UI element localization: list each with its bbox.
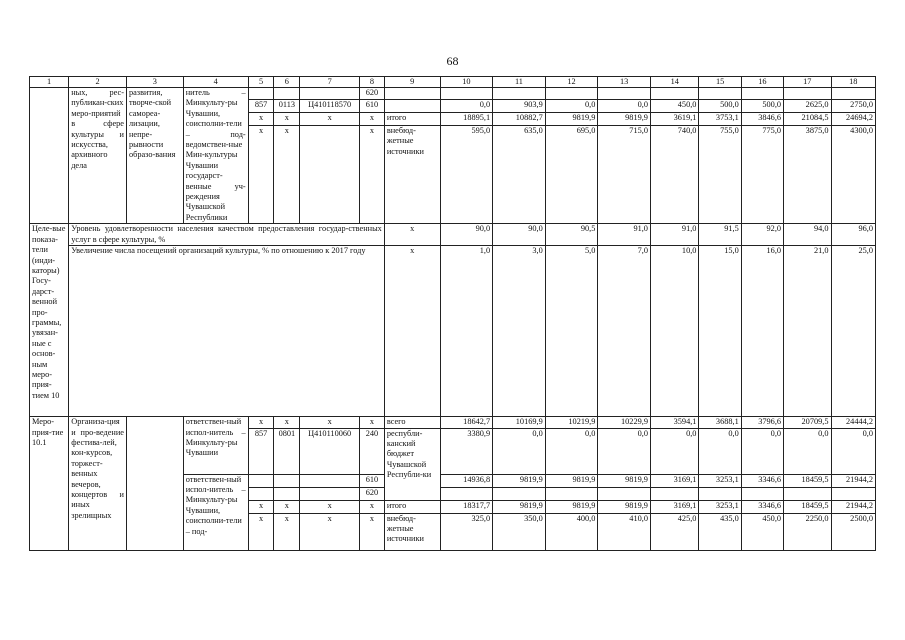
value-cell [831,88,876,100]
value-cell: 3169,1 [650,474,698,487]
expense-type-code: x [360,500,385,513]
value-cell: 715,0 [598,125,651,223]
value-cell [699,88,741,100]
column-number: 15 [699,77,741,88]
grbs-code: 857 [248,99,274,112]
value-cell: 595,0 [440,125,493,223]
value-cell: 400,0 [545,513,598,550]
grbs-code: x [248,500,274,513]
section-code: x [274,112,300,125]
column-number: 3 [126,77,183,88]
funding-source: внебюд-жетные источники [384,125,440,223]
column-number: 16 [741,77,783,88]
value-cell: 755,0 [699,125,741,223]
value-cell: 695,0 [545,125,598,223]
value-cell: 9819,9 [598,500,651,513]
indicator-text: Уровень удовлетворенности населения качеством предоставления государ-ственных услуг в сфере культуры, % [69,224,385,246]
target-article-code [300,125,360,223]
value-cell: 92,0 [741,224,783,246]
column-number: 5 [248,77,274,88]
grbs-code: x [248,417,274,428]
column-number: 14 [650,77,698,88]
target-article-code: x [300,500,360,513]
value-cell: 0,0 [440,99,493,112]
value-cell: 2500,0 [831,513,876,550]
value-cell [545,88,598,100]
column-number: 10 [440,77,493,88]
value-cell: 3253,1 [699,474,741,487]
section-code: 0801 [274,428,300,474]
funding-source [384,99,440,112]
column-number: 2 [69,77,127,88]
column-number: 6 [274,77,300,88]
indicator-x: x [384,246,440,417]
expense-type-code: 620 [360,487,385,500]
expense-type-code: 610 [360,99,385,112]
value-cell: 3,0 [493,246,546,417]
target-article-code [300,487,360,500]
value-cell: 3875,0 [784,125,831,223]
value-cell: 10882,7 [493,112,546,125]
value-cell: 24694,2 [831,112,876,125]
target-article-code [300,474,360,487]
value-cell: 7,0 [598,246,651,417]
value-cell: 90,0 [440,224,493,246]
grbs-code [248,474,274,487]
expense-type-code: x [360,112,385,125]
value-cell: 0,0 [650,428,698,474]
value-cell [741,88,783,100]
value-cell: 775,0 [741,125,783,223]
value-cell: 18459,5 [784,500,831,513]
section-code [274,487,300,500]
value-cell [784,487,831,500]
value-cell: 0,0 [699,428,741,474]
executor-cell: нитель – Минкульту-ры Чувашии, соисполни-тели – под-ведомствен-ные Мин-культуры Чувашии государст-венные уч-реждения Чувашской Республики [183,88,248,224]
value-cell [784,88,831,100]
value-cell: 25,0 [831,246,876,417]
value-cell: 90,5 [545,224,598,246]
value-cell [545,487,598,500]
target-article-code: x [300,112,360,125]
target-article-code: Ц410110060 [300,428,360,474]
value-cell: 10229,9 [598,417,651,428]
value-cell: 9819,9 [545,112,598,125]
funding-source: итого [384,500,440,513]
value-cell: 3846,6 [741,112,783,125]
value-cell: 14936,8 [440,474,493,487]
value-cell: 21944,2 [831,500,876,513]
event-name-cell: Организа-ция и про-ведение фестива-лей, кон-курсов, торжест-венных вечеров, концертов и иных зрелищных [69,417,127,550]
value-cell: 20709,5 [784,417,831,428]
section-code: x [274,500,300,513]
value-cell: 16,0 [741,246,783,417]
value-cell: 2750,0 [831,99,876,112]
value-cell: 18459,5 [784,474,831,487]
grbs-code: 857 [248,428,274,474]
section-code: 0113 [274,99,300,112]
value-cell: 0,0 [545,428,598,474]
value-cell: 3688,1 [699,417,741,428]
value-cell: 10219,9 [545,417,598,428]
value-cell: 3594,1 [650,417,698,428]
value-cell: 91,0 [650,224,698,246]
funding-source [384,88,440,100]
section-code [274,88,300,100]
value-cell: 21,0 [784,246,831,417]
funding-source: итого [384,112,440,125]
grbs-code: x [248,125,274,223]
value-cell: 3346,6 [741,500,783,513]
value-cell: 21944,2 [831,474,876,487]
value-cell: 21084,5 [784,112,831,125]
value-cell: 0,0 [741,428,783,474]
value-cell: 3753,1 [699,112,741,125]
value-cell: 425,0 [650,513,698,550]
column-number: 7 [300,77,360,88]
value-cell [440,88,493,100]
indicator-row [30,246,876,417]
column-number: 12 [545,77,598,88]
value-cell: 3346,6 [741,474,783,487]
indicators-label: Целе-вые показа-тели (инди-каторы) Госу-дарст-венной про-граммы, увязан-ные с основ-ным меро-прия-тием 10 [30,224,69,417]
value-cell: 500,0 [699,99,741,112]
value-cell: 9819,9 [493,474,546,487]
value-cell: 2250,0 [784,513,831,550]
value-cell [493,88,546,100]
value-cell: 3169,1 [650,500,698,513]
value-cell: 94,0 [784,224,831,246]
grbs-code: x [248,513,274,550]
value-cell: 10169,9 [493,417,546,428]
value-cell: 0,0 [545,99,598,112]
value-cell: 0,0 [598,428,651,474]
column-number: 18 [831,77,876,88]
funding-source: внебюд-жетные источники [384,513,440,550]
executor-cell: ответствен-ный испол-нитель – Минкульту-ры Чувашии [183,417,248,474]
value-cell: 15,0 [699,246,741,417]
value-cell [741,487,783,500]
empty-cell [30,88,69,224]
value-cell: 9819,9 [598,112,651,125]
value-cell: 0,0 [598,99,651,112]
value-cell: 740,0 [650,125,698,223]
value-cell [650,88,698,100]
event-number-cell: Меро-прия-тие 10.1 [30,417,69,550]
funding-source: республи-канский бюджет Чувашской Республи-ки [384,428,440,500]
value-cell: 0,0 [831,428,876,474]
section-code [274,474,300,487]
value-cell: 450,0 [650,99,698,112]
page-number: 68 [446,54,459,68]
value-cell [440,487,493,500]
value-cell: 350,0 [493,513,546,550]
column-number: 8 [360,77,385,88]
value-cell [598,88,651,100]
value-cell: 18317,7 [440,500,493,513]
value-cell: 9819,9 [545,500,598,513]
value-cell: 10,0 [650,246,698,417]
grbs-code: x [248,112,274,125]
section-code: x [274,125,300,223]
value-cell: 0,0 [784,428,831,474]
indicator-text: Увеличение числа посещений организаций культуры, % по отношению к 2017 году [69,246,385,417]
section-code: x [274,417,300,428]
value-cell [493,487,546,500]
target-article-code [300,88,360,100]
column-number: 17 [784,77,831,88]
value-cell: 435,0 [699,513,741,550]
value-cell: 9819,9 [598,474,651,487]
executor-cell: ответствен-ный испол-нитель – Минкульту-ры Чувашии, соисполни-тели – под- [183,474,248,550]
value-cell [598,487,651,500]
expense-type-code: x [360,513,385,550]
block3-row [30,417,876,428]
goal-cell: развития, творче-ской самореа-лизации, непре-рывности образо-вания [126,88,183,224]
value-cell [699,487,741,500]
value-cell: 3380,9 [440,428,493,474]
indicator-row [30,224,876,246]
expense-type-code: x [360,417,385,428]
value-cell: 3619,1 [650,112,698,125]
target-article-code: x [300,417,360,428]
value-cell: 635,0 [493,125,546,223]
indicator-x: x [384,224,440,246]
column-number: 13 [598,77,651,88]
grbs-code [248,88,274,100]
value-cell: 325,0 [440,513,493,550]
value-cell [650,487,698,500]
section-code: x [274,513,300,550]
value-cell: 1,0 [440,246,493,417]
target-article-code: Ц410118570 [300,99,360,112]
budget-table [29,76,876,551]
grbs-code [248,487,274,500]
value-cell: 9819,9 [545,474,598,487]
column-number: 11 [493,77,546,88]
value-cell: 91,5 [699,224,741,246]
value-cell: 9819,9 [493,500,546,513]
value-cell: 410,0 [598,513,651,550]
column-number: 1 [30,77,69,88]
funding-source: всего [384,417,440,428]
value-cell: 903,9 [493,99,546,112]
column-number: 9 [384,77,440,88]
expense-type-code: 610 [360,474,385,487]
expense-type-code: 620 [360,88,385,100]
value-cell: 3253,1 [699,500,741,513]
column-number-header [30,77,876,88]
value-cell: 5,0 [545,246,598,417]
value-cell: 500,0 [741,99,783,112]
goal-cell [126,417,183,550]
expense-type-code: x [360,125,385,223]
event-name-cell: ных, рес-публикан-ских меро-приятий в сфере культуры и искусства, архивного дела [69,88,127,224]
value-cell: 96,0 [831,224,876,246]
value-cell: 0,0 [493,428,546,474]
value-cell: 18642,7 [440,417,493,428]
value-cell: 24444,2 [831,417,876,428]
value-cell: 18895,1 [440,112,493,125]
value-cell: 3796,6 [741,417,783,428]
value-cell: 90,0 [493,224,546,246]
column-number: 4 [183,77,248,88]
value-cell: 4300,0 [831,125,876,223]
value-cell: 91,0 [598,224,651,246]
block1-row [30,88,876,100]
target-article-code: x [300,513,360,550]
value-cell: 450,0 [741,513,783,550]
expense-type-code: 240 [360,428,385,474]
value-cell [831,487,876,500]
value-cell: 2625,0 [784,99,831,112]
